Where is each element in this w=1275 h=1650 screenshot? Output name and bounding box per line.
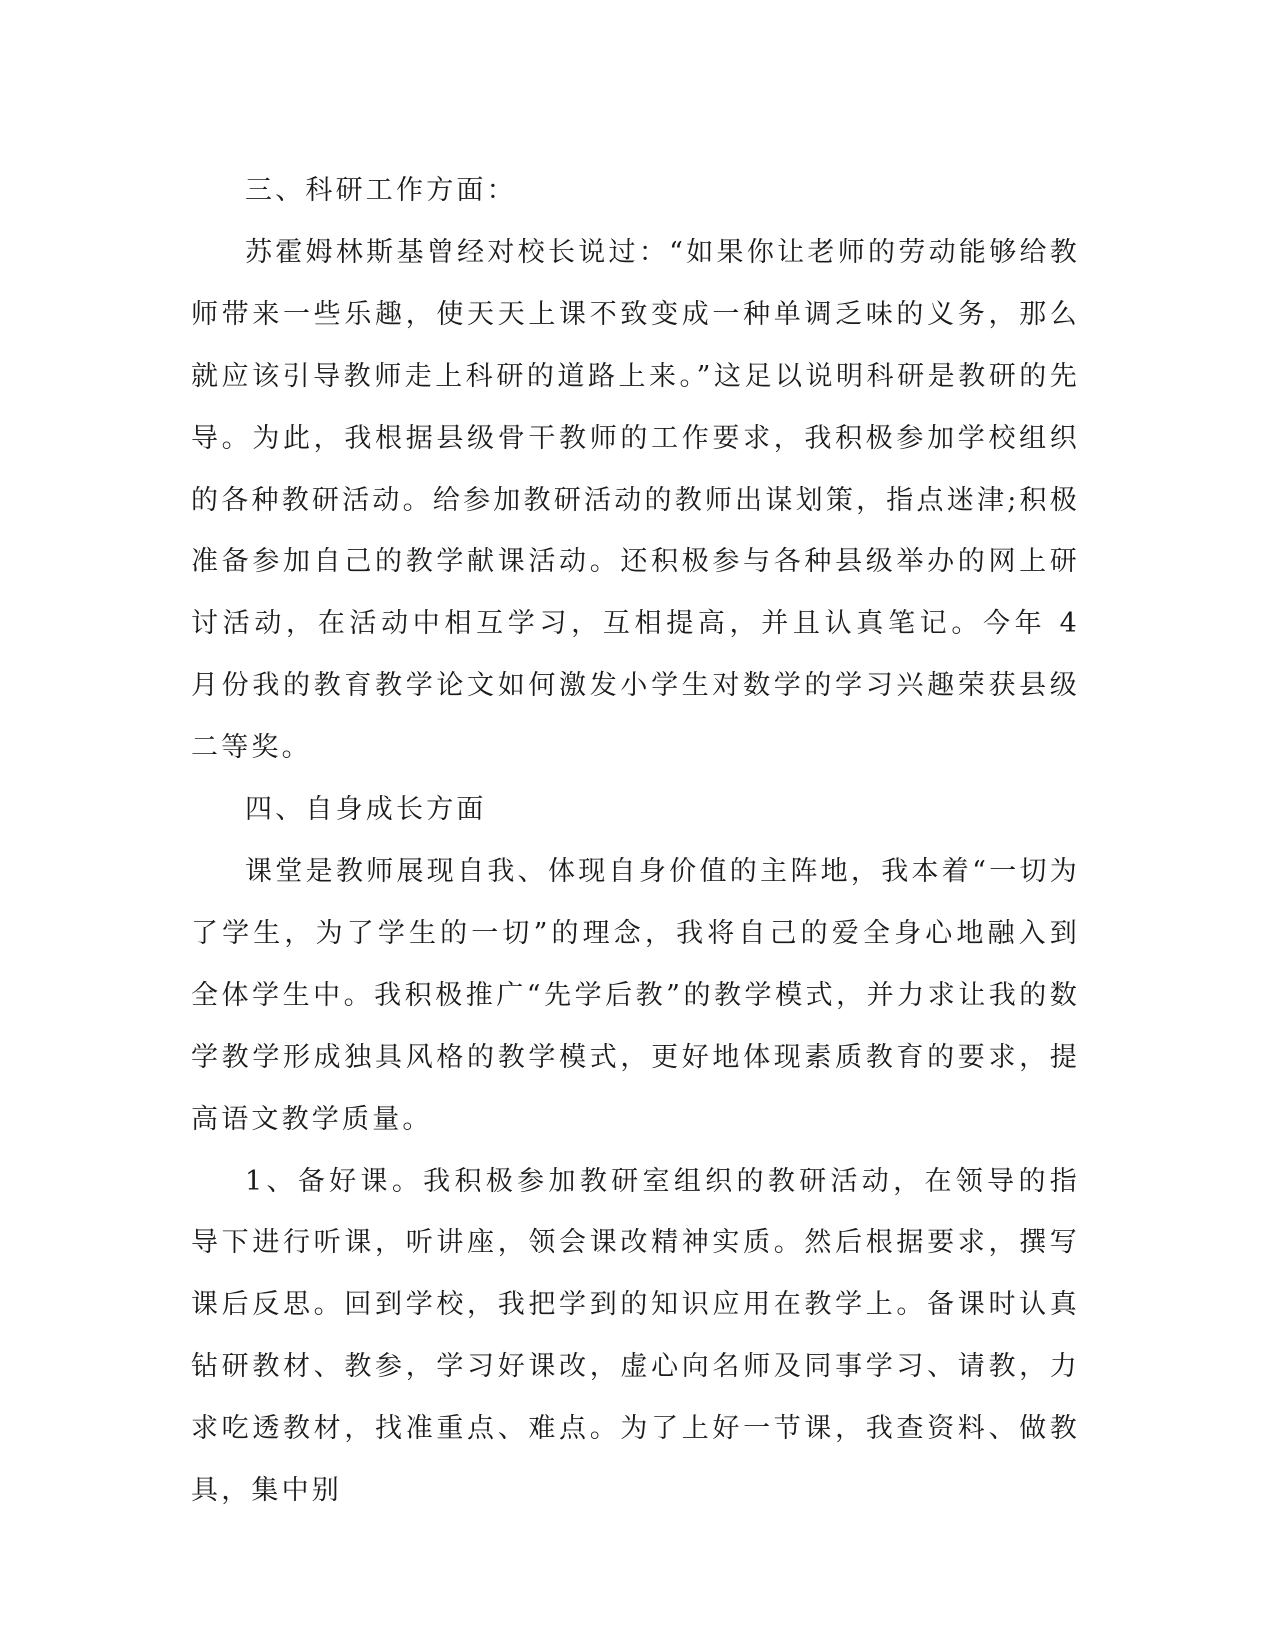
- section-heading-research: 三、科研工作方面：: [245, 175, 517, 206]
- paragraph-classroom: 课堂是教师展现自我、体现自身价值的主阵地，我本着“一切为了学生，为了学生的一切”的理念，我将自己的爱全身心地融入到全体学生中。我积极推广“先学后教”的教学模式，并力求让我的数学教学形成独具风格的教学模式，更好地体现素质教育的要求，提高语文教学质量。: [191, 855, 1080, 1135]
- section-heading-self-growth: 四、自身成长方面: [245, 794, 487, 826]
- paragraph-lesson-preparation: 1、备好课。我积极参加教研室组织的教研活动，在领导的指导下进行听课，听讲座，领会课改精神实质。然后根据要求，撰写课后反思。回到学校，我把学到的知识应用在教学上。备课时认真钻研教材、教参，学习好课改，虚心向名师及同事学习、请教，力求吃透教材，找准重点、难点。为了上好一节课，我查资料、做教具，集中别: [191, 1165, 1080, 1507]
- paragraph-research-work: 苏霍姆林斯基曾经对校长说过：“如果你让老师的劳动能够给教师带来一些乐趣，使天天上课不致变成一种单调乏味的义务，那么就应该引导教师走上科研的道路上来。”这足以说明科研是教研的先导。为此，我根据县级骨干教师的工作要求，我积极参加学校组织的各种教研活动。给参加教研活动的教师出谋划策，指点迷津;积极准备参加自己的教学献课活动。还积极参与各种县级举办的网上研讨活动，在活动中相互学习，互相提高，并且认真笔记。今年 4 月份我的教育教学论文如何激发小学生对数学的学习兴趣荣获县级二等奖。: [191, 236, 1080, 764]
- document-body: [191, 160, 1080, 1522]
